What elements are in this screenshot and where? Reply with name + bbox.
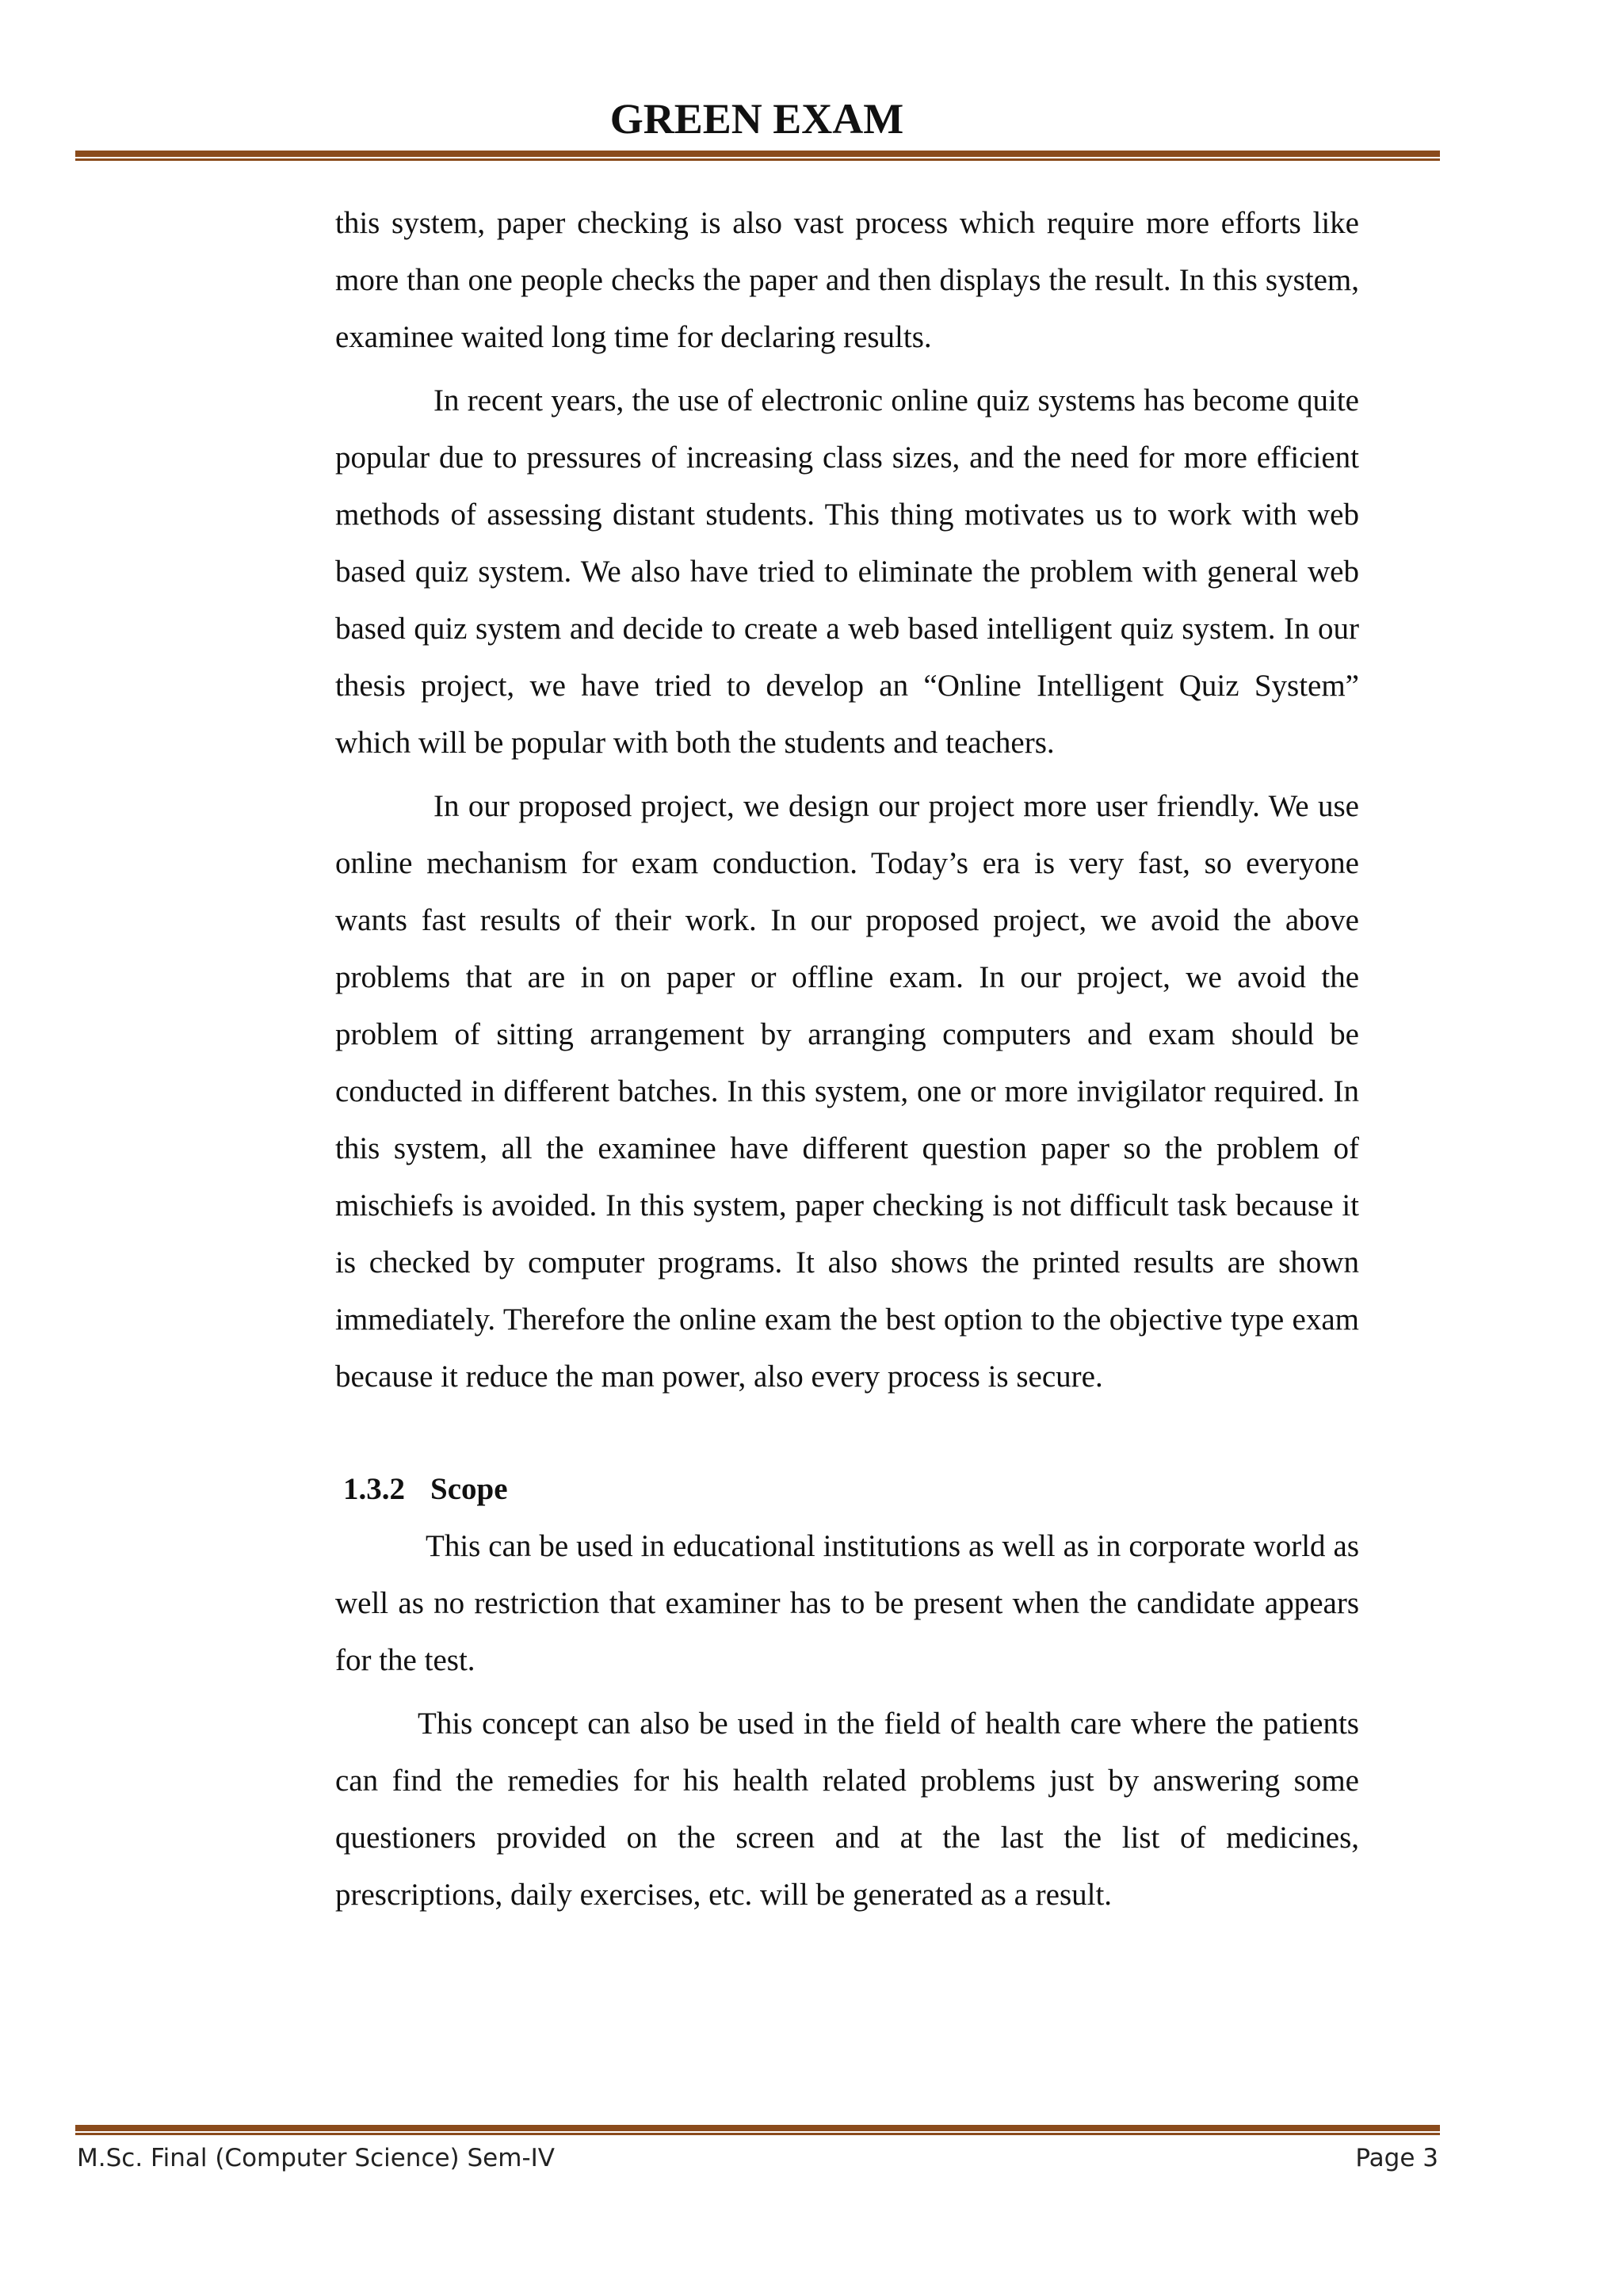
footer-course-label: M.Sc. Final (Computer Science) Sem-IV bbox=[77, 2144, 555, 2172]
header-rule bbox=[75, 151, 1440, 161]
section-title: Scope bbox=[430, 1472, 508, 1506]
page-content bbox=[335, 195, 1359, 1930]
body-paragraph-2: In recent years, the use of electronic online quiz systems has become quite popular due to pressures of increasing class sizes, and the need for more efficient methods of assessing distant students. This thing motivates us to work with web based quiz system. We also have tried to eliminate the problem with general web based quiz system and decide to create a web based intelligent quiz system. In our thesis project, we have tried to develop an “Online Intelligent Quiz System” which will be popular with both the students and teachers. bbox=[335, 383, 1359, 760]
section-heading bbox=[343, 1461, 1359, 1518]
footer-rule bbox=[75, 2125, 1440, 2135]
scope-paragraph-1: This can be used in educational institutions as well as in corporate world as well as no restriction that examiner has to be present when the candidate appears for the test. bbox=[335, 1529, 1359, 1677]
page-header-title: GREEN EXAM bbox=[609, 95, 904, 143]
section-number: 1.3.2 bbox=[343, 1472, 405, 1506]
scope-paragraph-2: This concept can also be used in the field of health care where the patients can find the remedies for his health related problems just by answering some questioners provided on the screen and at the last the list of medicines, prescriptions, daily exercises, etc. will be generated as a result. bbox=[335, 1707, 1359, 1912]
body-paragraph-1: this system, paper checking is also vast process which require more efforts like more than one people checks the paper and then displays the result. In this system, examinee waited long time for declaring results. bbox=[335, 206, 1359, 354]
page-footer bbox=[77, 2141, 1438, 2176]
footer-page-number: Page 3 bbox=[1355, 2144, 1438, 2172]
body-paragraph-3: In our proposed project, we design our project more user friendly. We use online mechanism for exam conduction. Today’s era is very fast, so everyone wants fast results of their work. In our proposed project, we avoid the above problems that are in on paper or offline exam. In our project, we avoid the problem of sitting arrangement by arranging computers and exam should be conducted in different batches. In this system, one or more invigilator required. In this system, all the examinee have different question paper so the problem of mischiefs is avoided. In this system, paper checking is not difficult task because it is checked by computer programs. It also shows the printed results are shown immediately. Therefore the online exam the best option to the objective type exam because it reduce the man power, also every process is secure. bbox=[335, 789, 1359, 1394]
